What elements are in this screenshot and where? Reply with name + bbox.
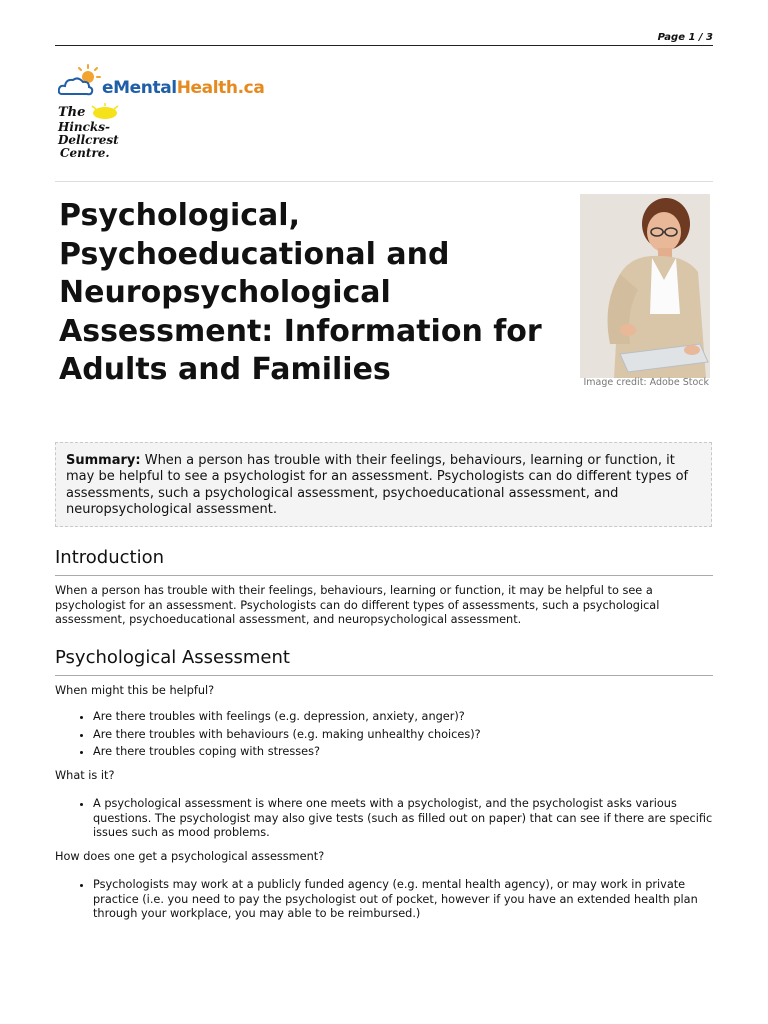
- header-divider: [55, 45, 713, 46]
- list-item: • Are there troubles coping with stresses?: [93, 745, 715, 760]
- list-what-is-it: [55, 797, 715, 844]
- sun-icon: [88, 103, 122, 121]
- logo-text-hincks: Hincks-: [58, 120, 110, 134]
- page-number: Page 1 / 3: [657, 32, 713, 43]
- logo-divider: [55, 181, 713, 182]
- section-divider: [55, 675, 713, 676]
- image-credit: Image credit: Adobe Stock: [583, 377, 709, 388]
- wordmark-part-health: Health.ca: [176, 78, 265, 98]
- list-item: • Are there troubles with feelings (e.g. depression, anxiety, anger)?: [93, 710, 715, 725]
- section-heading-psychological-assessment: Psychological Assessment: [55, 647, 290, 668]
- logo-text-the: The: [58, 105, 86, 120]
- logo-text-dellcrest: Dellcrest: [58, 133, 119, 147]
- ementalhealth-logo[interactable]: [58, 64, 278, 100]
- list-item: • Psychologists may work at a publicly funded agency (e.g. mental health agency), or may work in private practice (i.e. you need to pay the psychologist out of pocket, however if you have an extended health plan through your workplace, you may able to be reimbursed.): [93, 878, 715, 922]
- question-when-helpful: When might this be helpful?: [55, 684, 215, 697]
- list-when-helpful: [55, 710, 715, 763]
- question-how-to-get: How does one get a psychological assessment?: [55, 850, 325, 863]
- cloud-sun-icon: [58, 64, 104, 98]
- document-title: Psychological, Psychoeducational and Neuropsychological Assessment: Information for Adults and Families: [59, 198, 542, 387]
- list-item: • Are there troubles with behaviours (e.g. making unhealthy choices)?: [93, 728, 715, 743]
- hincks-dellcrest-logo: [58, 103, 128, 167]
- ementalhealth-wordmark: [102, 78, 264, 98]
- summary-text: When a person has trouble with their feelings, behaviours, learning or function, it may be helpful to see a psychologist for an assessment. Psychologists can do different types of assessments, such a psychological assessment, psychoeducational assessment, and neuropsychological assessment.: [66, 453, 689, 517]
- wordmark-part-ementall: eMental: [102, 78, 177, 98]
- section-divider: [55, 575, 713, 576]
- question-what-is-it: What is it?: [55, 769, 115, 782]
- summary-box: [55, 442, 712, 527]
- introduction-paragraph: When a person has trouble with their feelings, behaviours, learning or function, it may be helpful to see a psychologist for an assessment. Psychologists can do different types of assessments, such a psychological assessment, psychoeducational assessment, and neuropsychological assessment.: [55, 584, 660, 627]
- list-item: • A psychological assessment is where one meets with a psychologist, and the psychologist asks various questions. The psychologist may also give tests (such as filled out on paper) that can see if there are specific issues such as mood problems.: [93, 797, 715, 841]
- logo-text-centre: Centre.: [60, 146, 110, 160]
- section-heading-introduction: Introduction: [55, 547, 165, 568]
- list-how-to-get: [55, 878, 715, 925]
- woman-reading-tablet-photo: [580, 194, 710, 378]
- summary-label: Summary:: [66, 453, 141, 468]
